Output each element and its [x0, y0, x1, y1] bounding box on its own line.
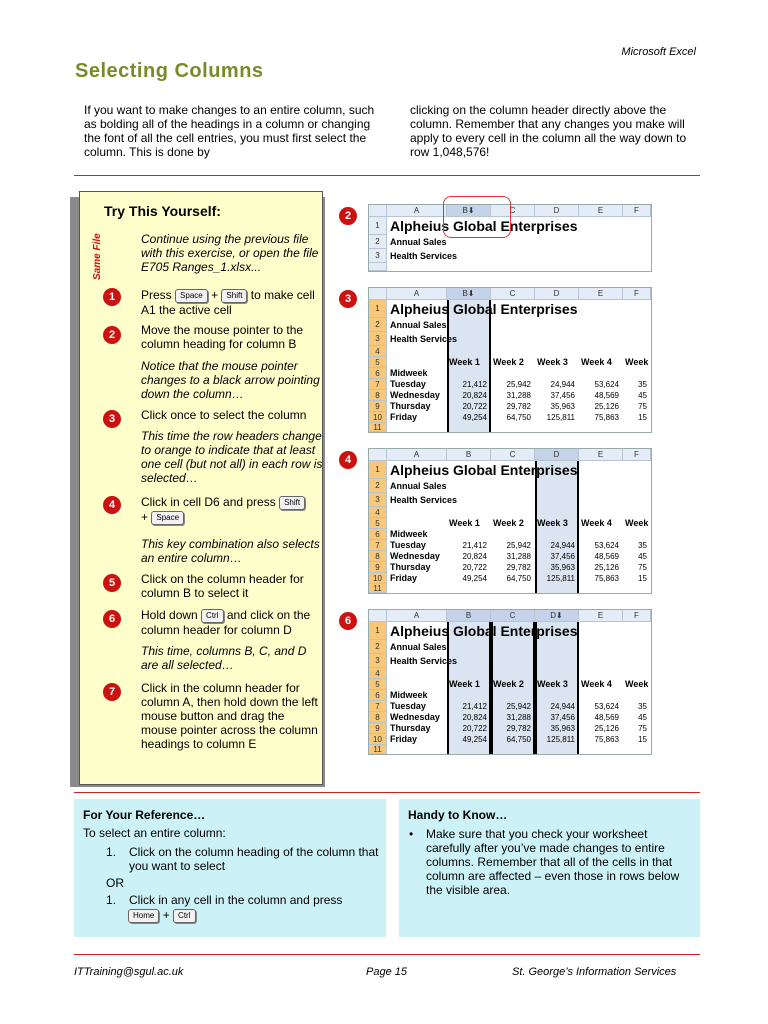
row-header[interactable]: 4	[369, 346, 387, 357]
sheet-cell: 20,824	[462, 552, 487, 561]
excel-screenshot-3	[368, 287, 652, 433]
row-header[interactable]: 4	[369, 507, 387, 518]
sheet-cell: 53,624	[594, 702, 619, 711]
screenshot-badge: 6	[339, 612, 357, 630]
step-7-text: Click in the column header for column A, then hold down the left mouse button and drag the mouse pointer across the column headings to column E	[141, 681, 318, 751]
sheet-cell: Week 2	[493, 518, 524, 528]
sheet-cell: 20,722	[462, 563, 487, 572]
sheet-cell: 53,624	[594, 380, 619, 389]
row-header[interactable]: 2	[369, 640, 387, 654]
step-6-text: Hold down Ctrl and click on the column header for column D	[141, 608, 311, 637]
screenshot-badge: 3	[339, 290, 357, 308]
reference-item-2: Click in any cell in the column and press	[129, 893, 343, 907]
space-key-icon: Space	[151, 511, 184, 525]
column-header[interactable]: D	[535, 288, 579, 300]
sheet-cell: 35	[638, 541, 647, 550]
row-header[interactable]: 11	[369, 745, 387, 754]
sheet-cell: 25,942	[506, 541, 531, 550]
sheet-cell: Week 1	[449, 679, 480, 689]
column-header[interactable]: A	[387, 449, 447, 461]
sheet-cell: 15	[638, 574, 647, 583]
sheet-cell: Friday	[390, 412, 418, 422]
sheet-cell: Friday	[390, 573, 418, 583]
step-number: 4	[103, 496, 121, 514]
column-header[interactable]: A	[387, 288, 447, 300]
row-header[interactable]: 5	[369, 518, 387, 529]
sheet-cell: 15	[638, 735, 647, 744]
sheet-cell: 37,456	[550, 713, 575, 722]
sheet-cell: Week 2	[493, 679, 524, 689]
row-header[interactable]: 7	[369, 540, 387, 551]
row-header[interactable]: 3	[369, 493, 387, 507]
sheet-cell: 37,456	[550, 552, 575, 561]
sheet-cell: Health Services	[390, 334, 458, 344]
sheet-cell: Tuesday	[390, 701, 426, 711]
row-header[interactable]: 8	[369, 551, 387, 562]
step-2-note: Notice that the mouse pointer changes to a black arrow pointing down the column…	[141, 359, 320, 401]
row-header[interactable]: 2	[369, 318, 387, 332]
row-header[interactable]: 7	[369, 701, 387, 712]
try-intro-text: Continue using the previous file with this exercise, or open the file E705 Ranges_1.xlsx...	[141, 232, 319, 274]
excel-screenshot-6	[368, 609, 652, 755]
row-header[interactable]: 8	[369, 712, 387, 723]
row-header[interactable]: 6	[369, 529, 387, 540]
sheet-cell: 21,412	[462, 702, 487, 711]
reference-item-1: Click on the column heading of the column that you want to select	[129, 845, 379, 873]
sheet-cell: 64,750	[506, 413, 531, 422]
sheet-cell: Week 3	[537, 679, 568, 689]
sheet-cell: 53,624	[594, 541, 619, 550]
sheet-cell: 15	[638, 413, 647, 422]
sheet-cell: Alpheius Global Enterprises	[390, 462, 578, 478]
sheet-cell: 64,750	[506, 574, 531, 583]
sheet-cell: Wednesday	[390, 390, 440, 400]
reference-title: For Your Reference…	[83, 808, 206, 822]
column-header[interactable]: D⬇	[535, 610, 579, 622]
arrow-down-icon: ⬇	[467, 206, 475, 215]
reference-line: To select an entire column:	[83, 826, 226, 840]
row-header[interactable]: 1	[369, 300, 387, 318]
sheet-cell: Week	[625, 518, 649, 528]
row-header[interactable]: 5	[369, 357, 387, 368]
page-title: Selecting Columns	[75, 60, 264, 82]
sheet-cell: 35	[638, 380, 647, 389]
column-header[interactable]: F	[623, 205, 651, 217]
sheet-cell: Week 4	[581, 357, 612, 367]
row-header[interactable]: 9	[369, 562, 387, 573]
step-2-text: Move the mouse pointer to the column heading for column B	[141, 323, 304, 351]
sheet-cell: 31,288	[506, 552, 531, 561]
sheet-cell: 37,456	[550, 391, 575, 400]
row-header[interactable]: 11	[369, 584, 387, 593]
intro-left: If you want to make changes to an entire column, such as bolding all of the headings in a column or changing the font of all the cell entries, you must first select the column. This is done by	[84, 103, 375, 159]
row-header[interactable]: 6	[369, 368, 387, 379]
row-header[interactable]: 8	[369, 390, 387, 401]
sheet-cell: Week 4	[581, 518, 612, 528]
sheet-cell: 75,863	[594, 413, 619, 422]
footer-email: ITTraining@sgul.ac.uk	[74, 966, 184, 978]
sheet-cell: 75	[638, 402, 647, 411]
sheet-cell: 125,811	[546, 413, 575, 422]
sheet-cell: Week 4	[581, 679, 612, 689]
sheet-cell: Tuesday	[390, 379, 426, 389]
row-header[interactable]: 3	[369, 654, 387, 668]
column-header[interactable]: E	[579, 610, 623, 622]
list-number: 1.	[106, 893, 117, 907]
sheet-subtitle: Health Services	[390, 251, 458, 261]
row-header[interactable]: 3	[369, 332, 387, 346]
sheet-cell: 49,254	[462, 574, 487, 583]
sheet-cell: 25,126	[594, 563, 619, 572]
sheet-cell: 75,863	[594, 574, 619, 583]
sheet-cell: 31,288	[506, 391, 531, 400]
ctrl-key-icon: Ctrl	[201, 609, 223, 623]
sheet-cell: 24,944	[550, 380, 575, 389]
same-file-label: Same File	[92, 233, 103, 280]
sheet-cell: 45	[638, 391, 647, 400]
bullet-icon: •	[409, 827, 414, 841]
sheet-cell: Week 3	[537, 357, 568, 367]
sheet-cell: Health Services	[390, 495, 458, 505]
row-header[interactable]: 7	[369, 379, 387, 390]
sheet-cell: Thursday	[390, 562, 431, 572]
row-header[interactable]: 11	[369, 423, 387, 432]
list-number: 1.	[106, 845, 117, 859]
sheet-cell: 35	[638, 702, 647, 711]
sheet-cell: Week 3	[537, 518, 568, 528]
sheet-cell: 29,782	[506, 402, 531, 411]
corner-cell	[369, 205, 387, 217]
sheet-cell: Week 2	[493, 357, 524, 367]
sheet-cell: 75,863	[594, 735, 619, 744]
sheet-cell: Thursday	[390, 723, 431, 733]
step-number: 2	[103, 326, 121, 344]
sheet-cell: 49,254	[462, 413, 487, 422]
row-header[interactable]: 6	[369, 690, 387, 701]
sheet-cell: Week 1	[449, 357, 480, 367]
sheet-cell: 20,722	[462, 724, 487, 733]
sheet-cell: 35,963	[550, 402, 575, 411]
row-header[interactable]: 9	[369, 723, 387, 734]
row-header[interactable]: 5	[369, 679, 387, 690]
shift-key-icon: Shift	[221, 289, 247, 303]
row-header[interactable]: 10	[369, 734, 387, 745]
step-number: 5	[103, 574, 121, 592]
row-header[interactable]: 1	[369, 622, 387, 640]
row-header[interactable]: 10	[369, 573, 387, 584]
sheet-cell: 64,750	[506, 735, 531, 744]
sheet-cell: 25,126	[594, 402, 619, 411]
sheet-cell: Wednesday	[390, 712, 440, 722]
divider-mid	[74, 792, 700, 793]
column-header[interactable]: E	[579, 205, 623, 217]
sheet-cell: Tuesday	[390, 540, 426, 550]
row-header[interactable]: 4	[369, 668, 387, 679]
step-3-note: This time the row headers change to orange to indicate that at least one cell (but not all) in each row is selected…	[141, 429, 323, 485]
step-number: 1	[103, 288, 121, 306]
sheet-cell: 35,963	[550, 724, 575, 733]
sheet-cell: 48,569	[594, 391, 619, 400]
sheet-cell: Alpheius Global Enterprises	[390, 301, 578, 317]
handy-bullet: Make sure that you check your worksheet carefully after you’ve made changes to entire columns. Remember that all of the cells in that column are affected – even those in rows below the visible area.	[426, 827, 680, 897]
corner-cell	[369, 449, 387, 461]
divider-bottom	[74, 954, 700, 955]
sheet-cell: 29,782	[506, 724, 531, 733]
column-header[interactable]: F	[623, 449, 651, 461]
column-header[interactable]: B⬇	[447, 288, 491, 300]
sheet-cell: 35,963	[550, 563, 575, 572]
row-header[interactable]: 1	[369, 217, 387, 235]
sheet-cell: Midweek	[390, 690, 428, 700]
sheet-cell: Friday	[390, 734, 418, 744]
sheet-cell: 20,824	[462, 713, 487, 722]
sheet-cell: 45	[638, 713, 647, 722]
row-header[interactable]: 2	[369, 235, 387, 249]
shift-key-icon: Shift	[279, 496, 305, 510]
step-number: 3	[103, 410, 121, 428]
row-header[interactable]: 9	[369, 401, 387, 412]
step-number: 6	[103, 610, 121, 628]
sheet-cell: Thursday	[390, 401, 431, 411]
highlight-circle	[443, 196, 511, 238]
row-header[interactable]: 10	[369, 412, 387, 423]
divider-top	[74, 175, 700, 176]
sheet-cell: 29,782	[506, 563, 531, 572]
sheet-cell: Annual Sales	[390, 642, 447, 652]
sheet-cell: 25,942	[506, 380, 531, 389]
screenshot-badge: 4	[339, 451, 357, 469]
sheet-cell: Midweek	[390, 529, 428, 539]
column-header[interactable]: D	[535, 205, 579, 217]
column-header[interactable]: C	[491, 610, 535, 622]
sheet-title: Alpheius Global Enterprises	[390, 218, 578, 234]
space-key-icon: Space	[175, 289, 208, 303]
sheet-cell: 75	[638, 563, 647, 572]
sheet-subtitle: Annual Sales	[390, 237, 447, 247]
footer-org: St. George’s Information Services	[512, 966, 677, 978]
column-header[interactable]: C	[491, 449, 535, 461]
column-header[interactable]: B	[447, 610, 491, 622]
sheet-cell: Alpheius Global Enterprises	[390, 623, 578, 639]
sheet-cell: 24,944	[550, 541, 575, 550]
step-5-text: Click on the column header for column B to select it	[141, 572, 304, 600]
sheet-cell: Wednesday	[390, 551, 440, 561]
handy-title: Handy to Know…	[408, 808, 508, 822]
screenshot-badge: 2	[339, 207, 357, 225]
step-4-text: Click in cell D6 and press Shift + Space	[141, 495, 323, 525]
sheet-cell: 125,811	[546, 735, 575, 744]
excel-screenshot-4	[368, 448, 652, 594]
column-header[interactable]: F	[623, 610, 651, 622]
sheet-cell: 75	[638, 724, 647, 733]
sheet-cell: 20,722	[462, 402, 487, 411]
try-title: Try This Yourself:	[104, 203, 221, 219]
sheet-cell: Annual Sales	[390, 481, 447, 491]
reference-or: OR	[106, 876, 124, 890]
sheet-cell: Week	[625, 679, 649, 689]
column-header[interactable]: A	[387, 610, 447, 622]
footer-page: Page 15	[366, 966, 407, 978]
corner-cell	[369, 610, 387, 622]
sheet-cell: 21,412	[462, 380, 487, 389]
sheet-cell: Week	[625, 357, 649, 367]
row-header[interactable]: 1	[369, 461, 387, 479]
column-header[interactable]: E	[579, 449, 623, 461]
column-header[interactable]: C	[491, 288, 535, 300]
corner-cell	[369, 288, 387, 300]
sheet-cell: Midweek	[390, 368, 428, 378]
step-4-note: This key combination also selects an entire column…	[141, 537, 320, 565]
column-header[interactable]: C	[491, 205, 535, 217]
column-header-b[interactable]: B⬇	[447, 205, 491, 217]
step-6-note: This time, columns B, C, and D are all selected…	[141, 644, 307, 672]
sheet-cell: 25,942	[506, 702, 531, 711]
step-1-text: Press Space + Shift to make cell A1 the active cell	[141, 288, 315, 317]
header-app-name: Microsoft Excel	[621, 46, 696, 58]
step-number: 7	[103, 683, 121, 701]
sheet-cell: 48,569	[594, 552, 619, 561]
column-header[interactable]: B	[447, 449, 491, 461]
sheet-cell: 45	[638, 552, 647, 561]
sheet-cell: 21,412	[462, 541, 487, 550]
sheet-cell: 31,288	[506, 713, 531, 722]
sheet-cell: 24,944	[550, 702, 575, 711]
ctrl-key-icon: Ctrl	[173, 909, 195, 923]
column-header[interactable]: A	[387, 205, 447, 217]
sheet-cell: Week 1	[449, 518, 480, 528]
column-header[interactable]: E	[579, 288, 623, 300]
sheet-cell: 49,254	[462, 735, 487, 744]
column-header[interactable]: D	[535, 449, 579, 461]
sheet-cell: 25,126	[594, 724, 619, 733]
column-header[interactable]: F	[623, 288, 651, 300]
sheet-cell: Annual Sales	[390, 320, 447, 330]
row-header[interactable]: 3	[369, 249, 387, 263]
step-3-text: Click once to select the column	[141, 408, 307, 422]
row-header[interactable]: 2	[369, 479, 387, 493]
intro-right: clicking on the column header directly above the column. Remember that any changes you make will apply to every cell in the column all the way down to row 1,048,576!	[410, 103, 687, 159]
sheet-cell: 20,824	[462, 391, 487, 400]
sheet-cell: Health Services	[390, 656, 458, 666]
row-header[interactable]	[369, 263, 387, 271]
reference-keys: Home + Ctrl	[128, 908, 196, 923]
home-key-icon: Home	[128, 909, 159, 923]
sheet-cell: 125,811	[546, 574, 575, 583]
sheet-cell: 48,569	[594, 713, 619, 722]
